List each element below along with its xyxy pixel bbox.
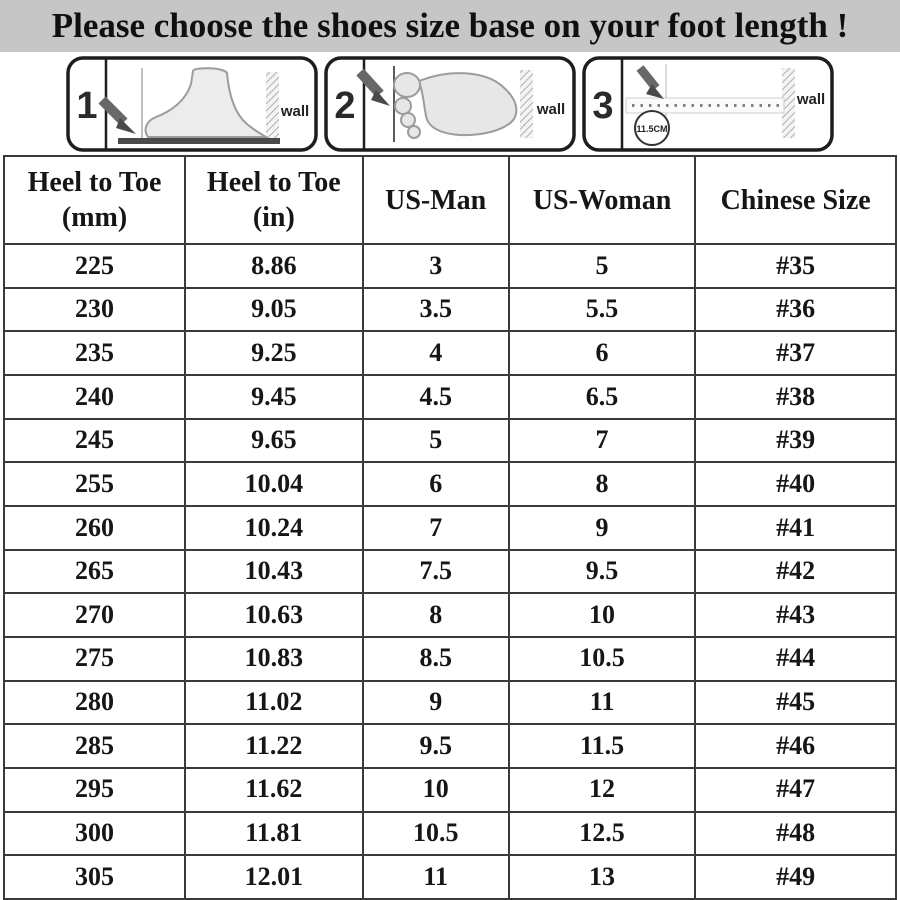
footprint-toe-icon [395, 98, 411, 114]
cell-mm: 260 [4, 506, 185, 550]
cell-us_woman: 11.5 [509, 724, 695, 768]
footprint-toe-icon [401, 113, 415, 127]
cell-us_woman: 12 [509, 768, 695, 812]
cell-in: 9.45 [185, 375, 363, 419]
footprint-bigtoe-icon [394, 73, 420, 97]
cell-cn: #43 [695, 593, 896, 637]
table-row [4, 812, 896, 856]
step-number: 1 [76, 84, 98, 127]
size-table-body [4, 244, 896, 899]
step-3-box [582, 56, 834, 152]
cell-cn: #38 [695, 375, 896, 419]
cell-in: 11.62 [185, 768, 363, 812]
table-row [4, 331, 896, 375]
cell-mm: 230 [4, 288, 185, 332]
cell-in: 9.25 [185, 331, 363, 375]
cell-in: 10.83 [185, 637, 363, 681]
cell-us_woman: 11 [509, 681, 695, 725]
cell-us_man: 11 [363, 855, 509, 899]
table-row [4, 724, 896, 768]
cell-cn: #42 [695, 550, 896, 594]
table-row [4, 244, 896, 288]
cell-us_woman: 7 [509, 419, 695, 463]
cell-cn: #48 [695, 812, 896, 856]
shoe-size-table [3, 155, 897, 900]
header-line: Heel to Toe [27, 167, 162, 198]
cell-us_woman: 13 [509, 855, 695, 899]
table-row [4, 550, 896, 594]
cell-us_man: 8.5 [363, 637, 509, 681]
cell-in: 8.86 [185, 244, 363, 288]
cell-mm: 225 [4, 244, 185, 288]
cell-us_man: 6 [363, 462, 509, 506]
cell-mm: 280 [4, 681, 185, 725]
cell-mm: 305 [4, 855, 185, 899]
cell-mm: 270 [4, 593, 185, 637]
cell-us_woman: 5.5 [509, 288, 695, 332]
cell-in: 11.81 [185, 812, 363, 856]
cell-in: 12.01 [185, 855, 363, 899]
cell-mm: 285 [4, 724, 185, 768]
wall-hatch [266, 72, 279, 138]
cell-us_woman: 10.5 [509, 637, 695, 681]
cell-in: 11.22 [185, 724, 363, 768]
cell-mm: 295 [4, 768, 185, 812]
col-header-us-man: US-Man [363, 156, 509, 244]
cell-us_woman: 12.5 [509, 812, 695, 856]
wall-label: wall [536, 100, 566, 118]
cell-in: 10.24 [185, 506, 363, 550]
cell-us_woman: 6.5 [509, 375, 695, 419]
wall-label: wall [280, 102, 310, 120]
cell-in: 10.43 [185, 550, 363, 594]
cell-mm: 255 [4, 462, 185, 506]
step-2-box [324, 56, 576, 152]
header-line: (in) [252, 202, 295, 233]
cell-in: 10.63 [185, 593, 363, 637]
cell-us_man: 3.5 [363, 288, 509, 332]
cell-us_man: 5 [363, 419, 509, 463]
cell-in: 10.04 [185, 462, 363, 506]
cell-us_man: 4 [363, 331, 509, 375]
step-number: 2 [334, 84, 356, 127]
cell-mm: 265 [4, 550, 185, 594]
cell-us_man: 8 [363, 593, 509, 637]
cell-us_man: 7.5 [363, 550, 509, 594]
cell-cn: #37 [695, 331, 896, 375]
table-row [4, 462, 896, 506]
table-row [4, 681, 896, 725]
cell-cn: #46 [695, 724, 896, 768]
col-header-us-woman: US-Woman [509, 156, 695, 244]
cell-us_man: 9 [363, 681, 509, 725]
cell-cn: #49 [695, 855, 896, 899]
page-title: Please choose the shoes size base on your foot length ! [0, 0, 900, 52]
cell-cn: #44 [695, 637, 896, 681]
cell-in: 9.05 [185, 288, 363, 332]
measurement-instructions [0, 52, 900, 155]
cell-cn: #41 [695, 506, 896, 550]
table-row [4, 506, 896, 550]
cell-us_man: 9.5 [363, 724, 509, 768]
cell-us_woman: 8 [509, 462, 695, 506]
col-header-chinese-size: Chinese Size [695, 156, 896, 244]
measure-value-label: 11.5CM [636, 123, 668, 134]
cell-us_woman: 9 [509, 506, 695, 550]
cell-us_woman: 6 [509, 331, 695, 375]
table-row [4, 419, 896, 463]
cell-in: 11.02 [185, 681, 363, 725]
table-row [4, 768, 896, 812]
cell-mm: 240 [4, 375, 185, 419]
cell-us_man: 7 [363, 506, 509, 550]
cell-cn: #35 [695, 244, 896, 288]
step-1-box [66, 56, 318, 152]
cell-mm: 235 [4, 331, 185, 375]
table-row [4, 375, 896, 419]
step-number: 3 [592, 84, 614, 127]
cell-in: 9.65 [185, 419, 363, 463]
cell-us_man: 10 [363, 768, 509, 812]
cell-cn: #36 [695, 288, 896, 332]
cell-us_woman: 10 [509, 593, 695, 637]
cell-us_man: 4.5 [363, 375, 509, 419]
table-row [4, 855, 896, 899]
table-row [4, 637, 896, 681]
cell-us_woman: 5 [509, 244, 695, 288]
cell-us_man: 3 [363, 244, 509, 288]
footprint-toe-icon [408, 126, 420, 138]
header-line: (mm) [61, 202, 128, 233]
cell-mm: 245 [4, 419, 185, 463]
cell-us_woman: 9.5 [509, 550, 695, 594]
wall-label: wall [796, 90, 826, 108]
cell-mm: 275 [4, 637, 185, 681]
cell-us_man: 10.5 [363, 812, 509, 856]
cell-cn: #47 [695, 768, 896, 812]
table-header-row [4, 156, 896, 244]
cell-cn: #45 [695, 681, 896, 725]
cell-cn: #39 [695, 419, 896, 463]
table-row [4, 593, 896, 637]
col-header-heel-to-toe-mm [4, 156, 185, 244]
table-row [4, 288, 896, 332]
wall-hatch [520, 70, 533, 138]
header-line: Heel to Toe [206, 167, 341, 198]
floor-line [118, 138, 280, 144]
col-header-heel-to-toe-in [185, 156, 363, 244]
cell-mm: 300 [4, 812, 185, 856]
cell-cn: #40 [695, 462, 896, 506]
